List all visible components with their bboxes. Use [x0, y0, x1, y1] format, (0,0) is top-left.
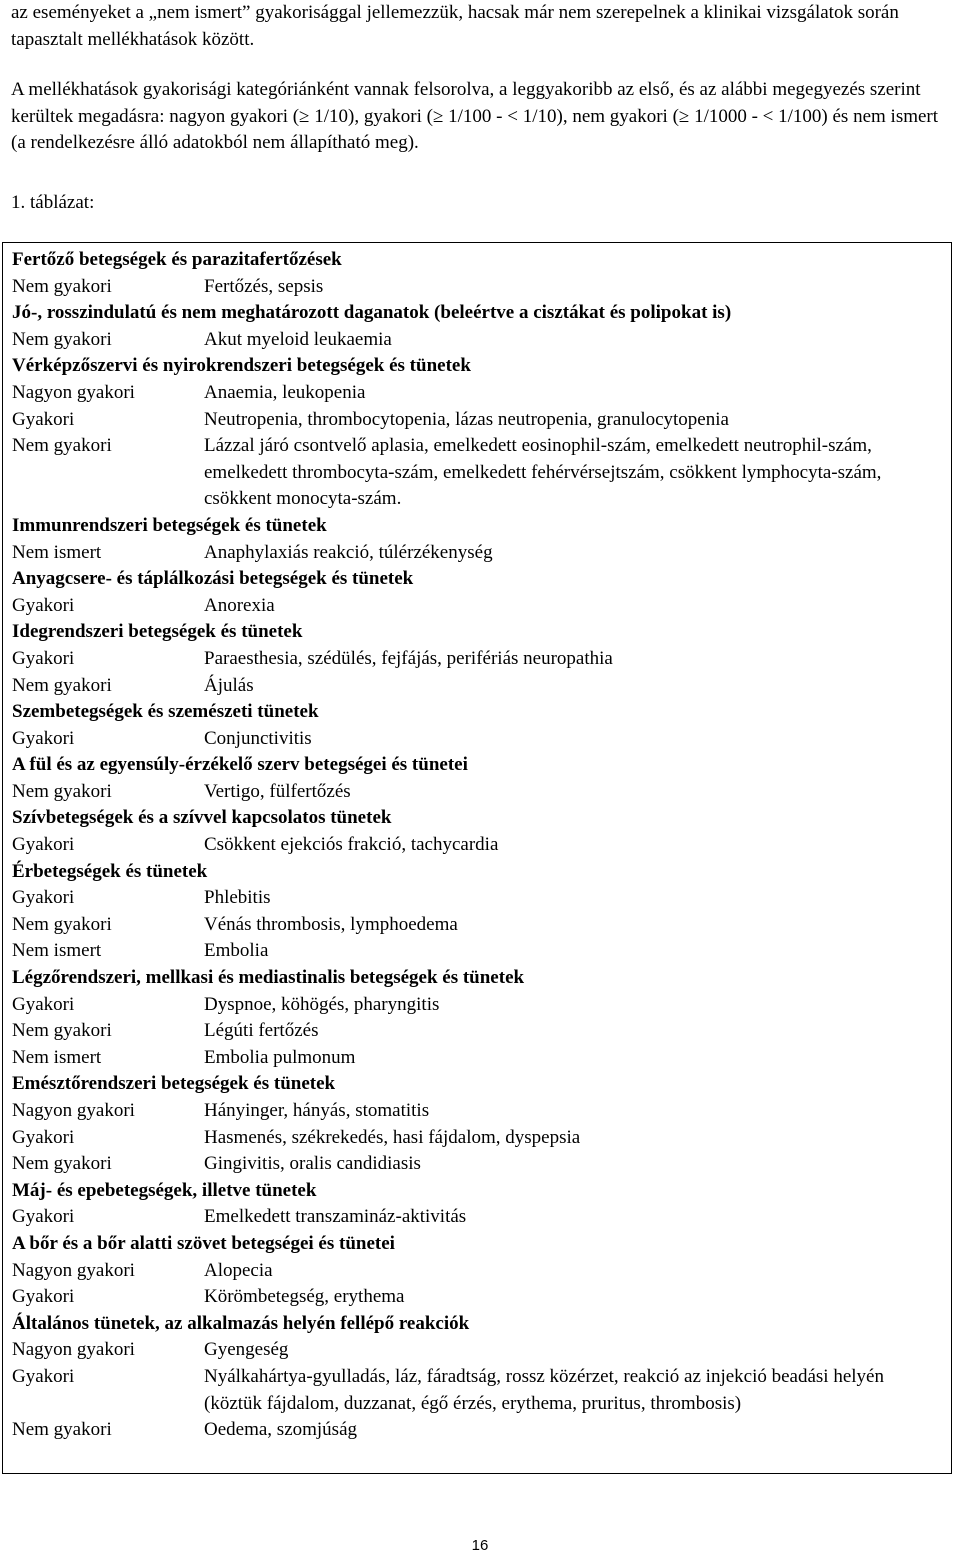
frequency-cell: Nem gyakori: [12, 1419, 112, 1441]
frequency-definition-paragraph: A mellékhatások gyakorisági kategóriánként vannak felsorolva, a leggyakoribb az első, és az alábbi megegyezés szerint kerültek megadásra: nagyon gyakori (≥ 1/10), gyakori (≥ 1/100 - < 1/10), nem gyakori (≥ 1/1000 - < 1/100) és nem ismert (a rendelkezésre álló adatokból nem állapítható meg).: [11, 79, 939, 153]
adverse-effect-cell: Embolia: [204, 940, 269, 962]
table-row: [12, 726, 951, 753]
section-title: Szívbetegségek és a szívvel kapcsolatos tünetek: [12, 807, 392, 829]
adverse-effect-cell: Körömbetegség, erythema: [204, 1286, 405, 1308]
table-row: [12, 1204, 951, 1231]
frequency-cell: Gyakori: [12, 993, 75, 1015]
adverse-effect-cell: Hasmenés, székrekedés, hasi fájdalom, dyspepsia: [204, 1126, 581, 1148]
table-row: [12, 433, 951, 513]
section-title: Emésztőrendszeri betegségek és tünetek: [12, 1073, 336, 1095]
intro-paragraph-continued: az eseményeket a „nem ismert” gyakorisággal jellemezzük, hacsak már nem szerepelnek a klinikai vizsgálatok során tapasztalt mellékhatások között.: [11, 2, 899, 50]
adverse-effect-cell: Vénás thrombosis, lymphoedema: [204, 913, 458, 935]
adverse-effect-cell: Nyálkahártya-gyulladás, láz, fáradtság, rossz közérzet, reakció az injekció beadási helyén (köztük fájdalom, duzzanat, égő érzés, erythema, pruritus, thrombosis): [204, 1365, 884, 1414]
frequency-cell: Gyakori: [12, 834, 75, 856]
section-title: Vérképzőszervi és nyirokrendszeri betegségek és tünetek: [12, 355, 471, 377]
page-number: 16: [471, 1537, 489, 1554]
adverse-effect-cell: Emelkedett transzamináz-aktivitás: [204, 1206, 467, 1228]
section-title: Általános tünetek, az alkalmazás helyén fellépő reakciók: [12, 1312, 470, 1334]
table-row: [12, 885, 951, 912]
frequency-cell: Nagyon gyakori: [12, 1339, 135, 1361]
frequency-cell: Nem ismert: [12, 1046, 102, 1068]
frequency-cell: Nem gyakori: [12, 913, 112, 935]
table-row: [12, 646, 951, 673]
frequency-cell: Nem ismert: [12, 541, 102, 563]
section-title: Szembetegségek és szemészeti tünetek: [12, 701, 319, 723]
section-title: A fül és az egyensúly-érzékelő szerv betegségei és tünetei: [12, 754, 468, 776]
frequency-cell: Nem gyakori: [12, 1153, 112, 1175]
adverse-reactions-table: [2, 242, 952, 1474]
frequency-cell: Gyakori: [12, 1286, 75, 1308]
adverse-effect-cell: Hányinger, hányás, stomatitis: [204, 1100, 430, 1121]
adverse-effect-cell: Phlebitis: [204, 887, 271, 909]
frequency-cell: Gyakori: [12, 1365, 75, 1387]
table-row: [12, 540, 951, 567]
table-row: [12, 779, 951, 806]
table-row: [12, 407, 951, 434]
section-title: A bőr és a bőr alatti szövet betegségei és tünetei: [12, 1232, 395, 1254]
table-row: [12, 274, 951, 301]
frequency-cell: Nem gyakori: [12, 435, 112, 457]
table-row: [12, 1364, 951, 1417]
section-title: Anyagcsere- és táplálkozási betegségek és tünetek: [12, 568, 414, 590]
frequency-cell: Gyakori: [12, 887, 75, 909]
table-row: [12, 912, 951, 939]
table-row: [12, 1337, 951, 1364]
frequency-cell: Nem gyakori: [12, 1020, 112, 1042]
adverse-effect-cell: Embolia pulmonum: [204, 1046, 356, 1068]
table-row: [12, 1151, 951, 1178]
adverse-effect-cell: Lázzal járó csontvelő aplasia, emelkedett eosinophil-szám, emelkedett neutrophil-szám, emelkedett thrombocyta-szám, emelkedett fehérvérsejtszám, csökkent lymphocyta-szám, csökkent monocyta-szám.: [204, 435, 882, 510]
adverse-effect-cell: Anorexia: [204, 594, 275, 616]
frequency-cell: Nagyon gyakori: [12, 1100, 135, 1121]
frequency-cell: Gyakori: [12, 727, 75, 749]
section-title: Légzőrendszeri, mellkasi és mediastinalis betegségek és tünetek: [12, 967, 525, 989]
adverse-effect-cell: Neutropenia, thrombocytopenia, lázas neutropenia, granulocytopenia: [204, 408, 729, 430]
table-caption: 1. táblázat:: [11, 192, 95, 213]
table-row: [12, 1284, 951, 1311]
adverse-effect-cell: Dyspnoe, köhögés, pharyngitis: [204, 993, 440, 1015]
adverse-effect-cell: Gingivitis, oralis candidiasis: [204, 1153, 421, 1175]
table-row: [12, 1258, 951, 1285]
table-row: [12, 938, 951, 965]
table-row: [12, 992, 951, 1019]
section-title: Jó-, rosszindulatú és nem meghatározott daganatok (beleértve a cisztákat és polipokat is): [12, 302, 732, 324]
table-row: [12, 1018, 951, 1045]
section-title: Érbetegségek és tünetek: [12, 860, 208, 882]
frequency-cell: Gyakori: [12, 1206, 75, 1228]
frequency-cell: Nem ismert: [12, 940, 102, 962]
table-row: [12, 1125, 951, 1152]
adverse-effect-cell: Alopecia: [204, 1259, 273, 1281]
adverse-effect-cell: Csökkent ejekciós frakció, tachycardia: [204, 834, 499, 856]
adverse-effect-cell: Légúti fertőzés: [204, 1020, 319, 1042]
frequency-cell: Nem gyakori: [12, 275, 112, 297]
adverse-effect-cell: Anaemia, leukopenia: [204, 381, 366, 403]
frequency-cell: Nem gyakori: [12, 328, 112, 350]
frequency-cell: Gyakori: [12, 647, 75, 669]
frequency-cell: Nagyon gyakori: [12, 1259, 135, 1281]
frequency-cell: Nem gyakori: [12, 674, 112, 696]
adverse-effect-cell: Paraesthesia, szédülés, fejfájás, perifériás neuropathia: [204, 647, 613, 669]
frequency-cell: Gyakori: [12, 594, 75, 616]
section-title: Fertőző betegségek és parazitafertőzések: [12, 249, 342, 270]
section-title: Idegrendszeri betegségek és tünetek: [12, 621, 303, 643]
adverse-effect-cell: Conjunctivitis: [204, 727, 312, 749]
section-title: Máj- és epebetegségek, illetve tünetek: [12, 1179, 317, 1201]
table-row: [12, 1045, 951, 1072]
adverse-effect-cell: Anaphylaxiás reakció, túlérzékenység: [204, 541, 493, 563]
table-row: [12, 380, 951, 407]
adverse-effect-cell: Oedema, szomjúság: [204, 1419, 358, 1441]
table-row: [12, 1098, 951, 1125]
adverse-effect-cell: Vertigo, fülfertőzés: [204, 780, 351, 802]
table-row: [12, 327, 951, 354]
adverse-effect-cell: Fertőzés, sepsis: [204, 275, 324, 297]
adverse-effect-cell: Ájulás: [204, 674, 254, 696]
table-row: [12, 593, 951, 620]
frequency-cell: Nem gyakori: [12, 780, 112, 802]
table-row: [12, 832, 951, 859]
adverse-effect-cell: Akut myeloid leukaemia: [204, 328, 392, 350]
frequency-cell: Gyakori: [12, 408, 75, 430]
table-row: [12, 673, 951, 700]
frequency-cell: Nagyon gyakori: [12, 381, 135, 403]
section-title: Immunrendszeri betegségek és tünetek: [12, 514, 327, 536]
adverse-effect-cell: Gyengeség: [204, 1339, 289, 1361]
table-row: [12, 1417, 951, 1444]
frequency-cell: Gyakori: [12, 1126, 75, 1148]
